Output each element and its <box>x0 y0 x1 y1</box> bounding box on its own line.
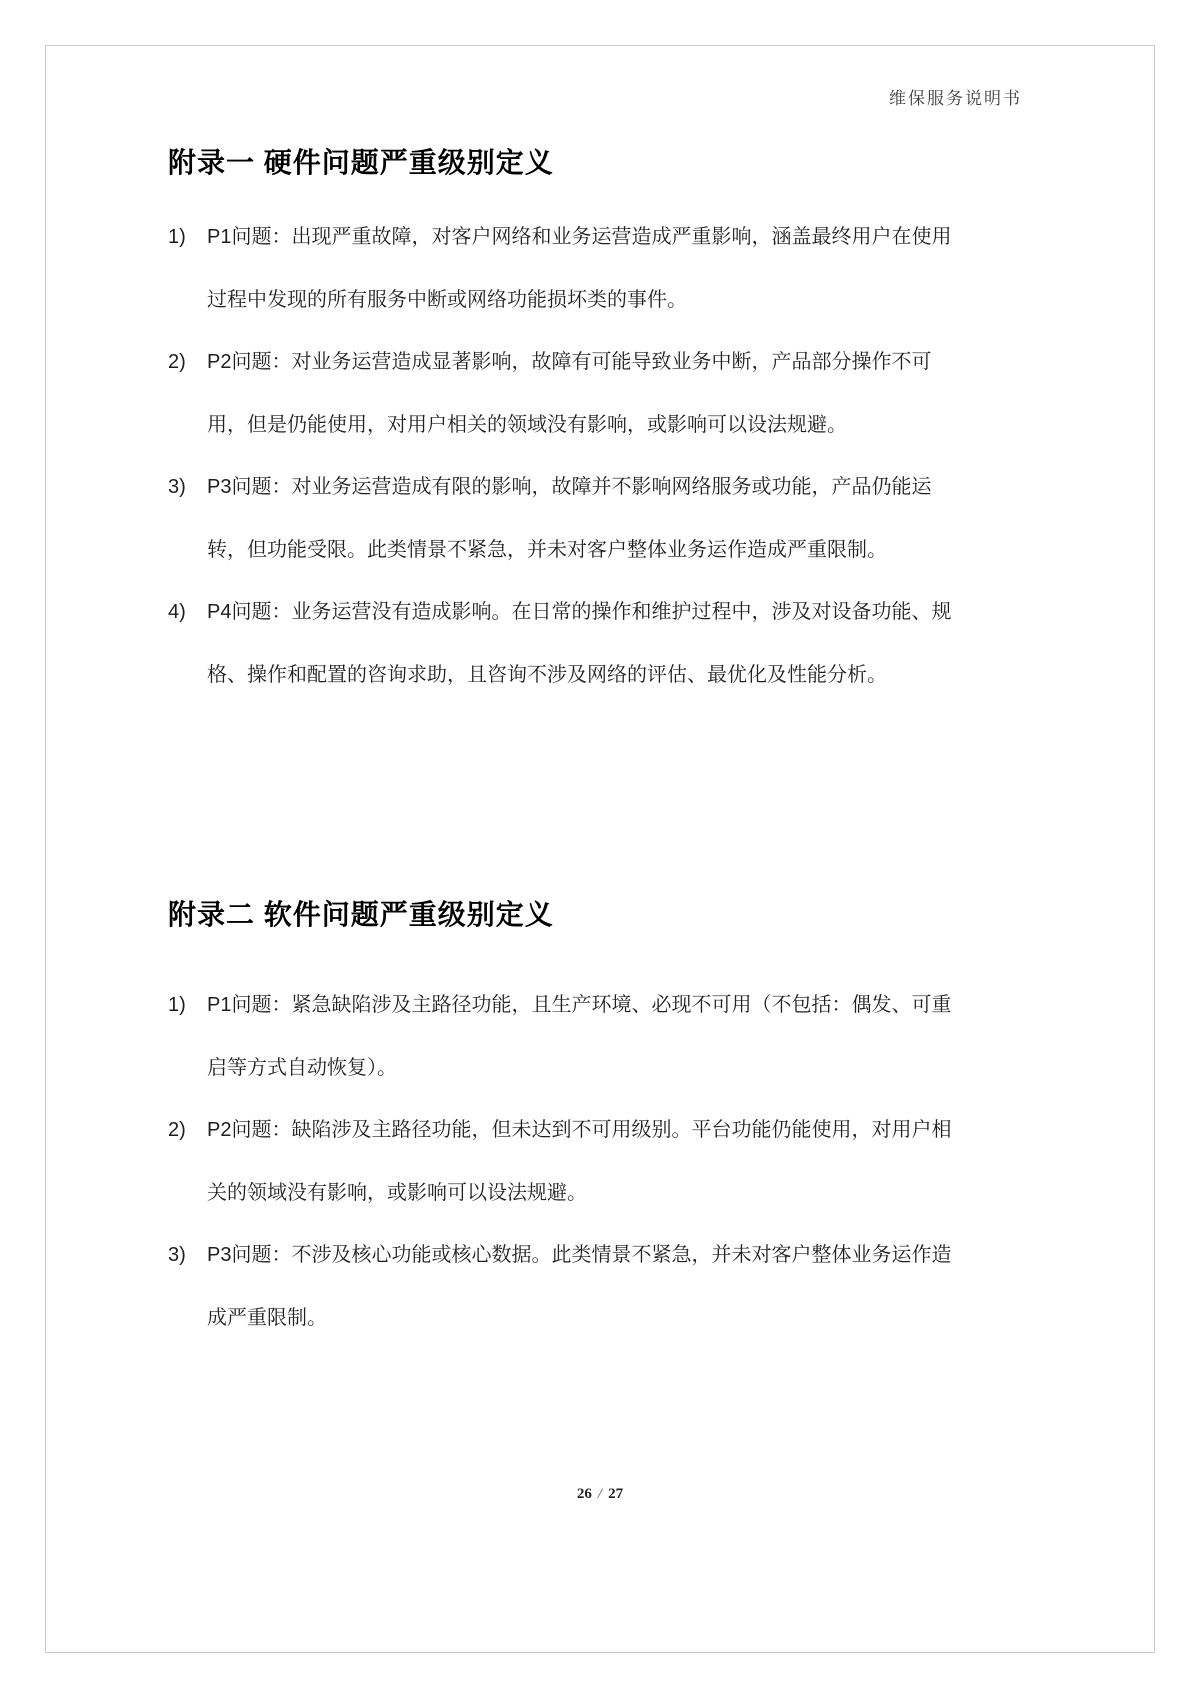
list-item-text: 关的领域没有影响，或影响可以设法规避。 <box>207 1181 587 1204</box>
page-header-title: 维保服务说明书 <box>889 89 1022 108</box>
list-item <box>168 1224 978 1349</box>
list-item-text: 成严重限制。 <box>207 1306 327 1329</box>
list-item-number: 1) <box>168 226 186 249</box>
section-heading-appendix-1: 附录一 硬件问题严重级别定义 <box>168 147 554 178</box>
list-item-number: 2) <box>168 1119 186 1142</box>
list-item-number: 3) <box>168 1244 186 1267</box>
list-item-text: 格、操作和配置的咨询求助，且咨询不涉及网络的评估、最优化及性能分析。 <box>207 663 887 686</box>
list-item-number: 4) <box>168 601 186 624</box>
page-number-separator: / <box>597 1486 603 1502</box>
list-item-number: 2) <box>168 351 186 374</box>
list-item <box>168 1099 978 1224</box>
list-item-text: 启等方式自动恢复）。 <box>207 1056 397 1079</box>
page-footer <box>0 1486 1200 1503</box>
list-item-text: P1问题：紧急缺陷涉及主路径功能，且生产环境、必现不可用（不包括：偶发、可重 <box>207 994 952 1017</box>
list-item-number: 1) <box>168 994 186 1017</box>
list-item-text: P2问题：对业务运营造成显著影响，故障有可能导致业务中断，产品部分操作不可 <box>207 351 932 374</box>
appendix-1-list <box>168 206 978 706</box>
list-item-text: P2问题：缺陷涉及主路径功能，但未达到不可用级别。平台功能仍能使用，对用户相 <box>207 1119 952 1142</box>
list-item-text: P3问题：不涉及核心功能或核心数据。此类情景不紧急，并未对客户整体业务运作造 <box>207 1244 952 1267</box>
list-item-text: 用，但是仍能使用，对用户相关的领域没有影响，或影响可以设法规避。 <box>207 413 847 436</box>
list-item-text: 转，但功能受限。此类情景不紧急，并未对客户整体业务运作造成严重限制。 <box>207 538 887 561</box>
list-item <box>168 206 978 331</box>
list-item <box>168 974 978 1099</box>
list-item-text: P3问题：对业务运营造成有限的影响，故障并不影响网络服务或功能，产品仍能运 <box>207 476 932 499</box>
section-heading-appendix-2: 附录二 软件问题严重级别定义 <box>168 899 554 930</box>
page-number-current: 26 <box>576 1486 592 1502</box>
list-item-text: P4问题：业务运营没有造成影响。在日常的操作和维护过程中，涉及对设备功能、规 <box>207 601 952 624</box>
list-item <box>168 331 978 456</box>
list-item <box>168 581 978 706</box>
list-item-text: 过程中发现的所有服务中断或网络功能损坏类的事件。 <box>207 288 687 311</box>
list-item-number: 3) <box>168 476 186 499</box>
page-number-total: 27 <box>608 1486 624 1502</box>
appendix-2-list <box>168 974 978 1349</box>
list-item-text: P1问题：出现严重故障，对客户网络和业务运营造成严重影响，涵盖最终用户在使用 <box>207 226 952 249</box>
list-item <box>168 456 978 581</box>
